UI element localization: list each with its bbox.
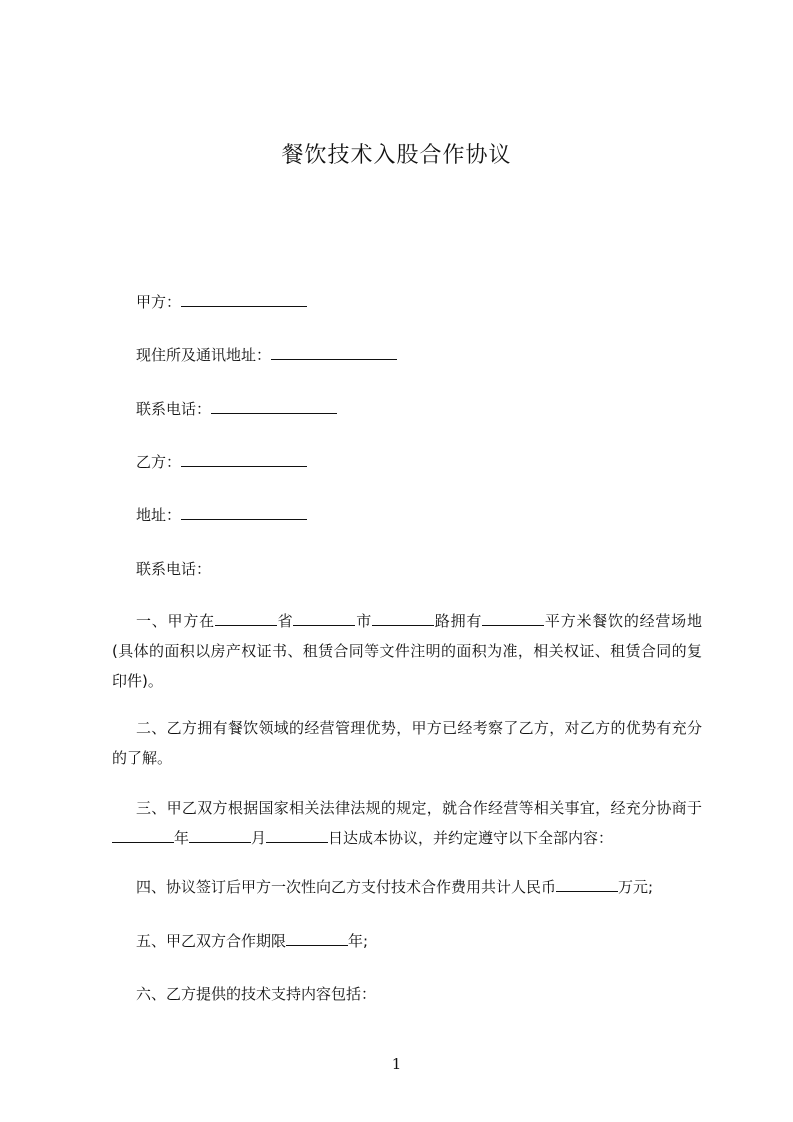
phone-b-field	[136, 558, 211, 580]
party-b-blank	[181, 452, 307, 467]
clause-1	[112, 606, 702, 696]
clause-2: 二、乙方拥有餐饮领域的经营管理优势，甲方已经考察了乙方，对乙方的优势有充分的了解。	[112, 719, 702, 767]
clause-1-province: 省	[276, 612, 294, 630]
address-b-label: 地址：	[136, 506, 182, 524]
clause-3	[112, 793, 702, 853]
phone-a-blank	[211, 399, 337, 414]
clause-1-text: 一、甲方在	[136, 612, 215, 630]
address-a-label: 现住所及通讯地址：	[136, 346, 272, 364]
clause-4-text: 四、协议签订后甲方一次性向乙方支付技术合作费用共计人民币	[136, 878, 557, 896]
page-number: 1	[391, 1055, 402, 1073]
blank-year	[112, 828, 174, 843]
blank-area	[482, 611, 544, 626]
clause-3-month: 月	[251, 829, 267, 847]
party-b-field	[136, 451, 307, 473]
party-a-blank	[181, 292, 307, 307]
party-b-label: 乙方：	[136, 453, 182, 471]
clause-4-tail: 万元;	[618, 878, 654, 896]
address-a-field	[136, 344, 397, 366]
clause-4	[112, 872, 702, 902]
party-a-label: 甲方：	[136, 293, 182, 311]
clause-1-road: 路拥有	[434, 612, 483, 630]
blank-term	[286, 931, 348, 946]
blank-amount	[556, 877, 618, 892]
clause-3-year: 年	[174, 829, 190, 847]
blank-month	[189, 828, 251, 843]
phone-b-label: 联系电话：	[136, 560, 212, 578]
clause-1-tail: 平方米餐饮的经营场地(具体的面积以房产权证书、租赁合同等文件注明的面积为准，相关权证、租赁合同的复印件)。	[112, 612, 702, 690]
clause-3-tail: 日达成本协议，并约定遵守以下全部内容：	[328, 829, 614, 847]
blank-day	[266, 828, 328, 843]
clause-1-city: 市	[355, 612, 373, 630]
clause-5-text: 五、甲乙双方合作期限	[136, 932, 287, 950]
clause-5	[112, 926, 702, 956]
address-b-blank	[181, 505, 307, 520]
phone-a-field	[136, 398, 337, 420]
clause-3-text: 三、甲乙双方根据国家相关法律法规的规定，就合作经营等相关事宜，经充分协商于	[136, 799, 702, 817]
phone-a-label: 联系电话：	[136, 400, 212, 418]
document-title: 餐饮技术入股合作协议	[281, 143, 512, 168]
blank-city	[293, 611, 355, 626]
address-b-field	[136, 504, 307, 526]
clause-5-tail: 年;	[348, 932, 369, 950]
address-a-blank	[271, 345, 397, 360]
party-a-field	[136, 291, 307, 313]
blank-province	[215, 611, 277, 626]
blank-road	[372, 611, 434, 626]
clause-6: 六、乙方提供的技术支持内容包括：	[136, 985, 377, 1003]
